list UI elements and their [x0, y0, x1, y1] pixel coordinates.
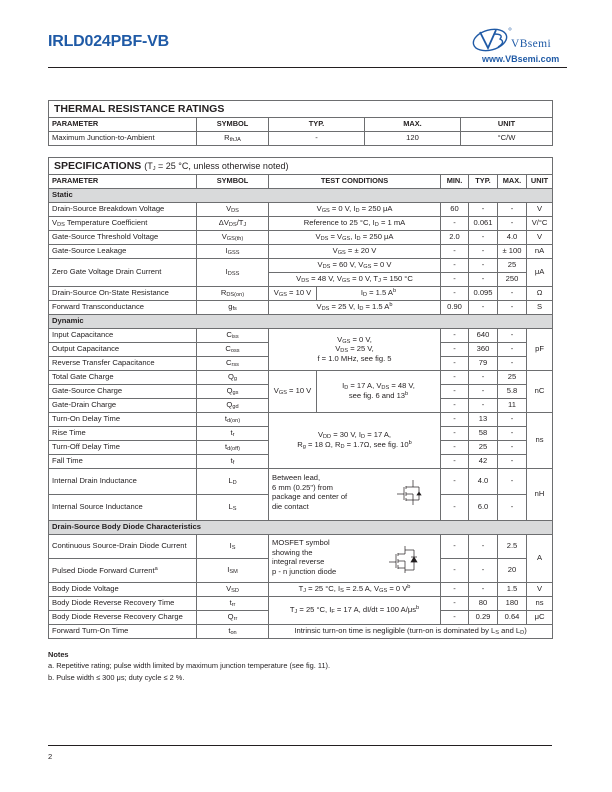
table-row: [49, 625, 553, 639]
min: -: [441, 371, 469, 385]
typ: 13: [469, 413, 498, 427]
unit: V/°C: [527, 217, 553, 231]
unit: Ω: [527, 287, 553, 301]
max: -: [498, 441, 527, 455]
condition: VGS = 10 V: [269, 371, 317, 413]
header-rule: [48, 67, 567, 68]
symbol: ton: [197, 625, 269, 639]
param: Forward Transconductance: [49, 301, 197, 315]
page-number: 2: [48, 752, 53, 761]
typ: 360: [469, 343, 498, 357]
condition: VGS = ± 20 V: [269, 245, 441, 259]
min: -: [441, 217, 469, 231]
condition: VGS = 10 V: [269, 287, 317, 301]
table-row: [49, 535, 553, 559]
col-unit: UNIT: [527, 175, 553, 189]
param: Zero Gate Voltage Drain Current: [49, 259, 197, 287]
min: -: [441, 597, 469, 611]
min: -: [441, 287, 469, 301]
table-row: [49, 203, 553, 217]
typ: 0.29: [469, 611, 498, 625]
typ: -: [469, 231, 498, 245]
unit: nA: [527, 245, 553, 259]
thermal-title: THERMAL RESISTANCE RATINGS: [49, 101, 553, 118]
max: -: [498, 455, 527, 469]
min: -: [441, 455, 469, 469]
symbol: VGS(th): [197, 231, 269, 245]
website-url: www.VBsemi.com: [482, 54, 560, 64]
table-row: [49, 301, 553, 315]
symbol: IGSS: [197, 245, 269, 259]
typ: -: [469, 203, 498, 217]
group-dynamic: Dynamic: [49, 315, 553, 329]
min: -: [441, 273, 469, 287]
col-parameter: PARAMETER: [49, 118, 197, 132]
notes-heading: Notes: [48, 650, 69, 659]
param: Internal Source Inductance: [49, 495, 197, 521]
max: 1.5: [498, 583, 527, 597]
specifications-table: [48, 157, 553, 639]
param: Total Gate Charge: [49, 371, 197, 385]
cell-max: 120: [365, 132, 461, 146]
min: -: [441, 385, 469, 399]
min: -: [441, 469, 469, 495]
min: -: [441, 535, 469, 559]
typ: -: [469, 273, 498, 287]
condition: ID = 1.5 $A^b$: [317, 287, 441, 301]
max: -: [498, 427, 527, 441]
condition: Reference to 25 °C, ID = 1 mA: [269, 217, 441, 231]
min: -: [441, 583, 469, 597]
min: -: [441, 413, 469, 427]
min: -: [441, 245, 469, 259]
typ: -: [469, 559, 498, 583]
condition: VGS = 0 V, ID = 250 μA: [269, 203, 441, 217]
min: -: [441, 495, 469, 521]
max: 25: [498, 371, 527, 385]
param: Drain-Source Breakdown Voltage: [49, 203, 197, 217]
unit: A: [527, 535, 553, 583]
min: -: [441, 399, 469, 413]
condition: ID = 17 A, VDS = 48 V, see fig. 6 and 13$^b$: [317, 371, 441, 413]
note-a: a. Repetitive rating; pulse width limited by maximum junction temperature (see fig. 11).: [48, 661, 331, 671]
typ: 4.0: [469, 469, 498, 495]
unit: ns: [527, 413, 553, 469]
max: 2.5: [498, 535, 527, 559]
col-unit: UNIT: [461, 118, 553, 132]
condition: VDS = 48 V, VGS = 0 V, TJ = 150 °C: [269, 273, 441, 287]
col-min: MIN.: [441, 175, 469, 189]
table-row: [49, 597, 553, 611]
typ: 79: [469, 357, 498, 371]
group-static: Static: [49, 189, 553, 203]
param: Reverse Transfer Capacitance: [49, 357, 197, 371]
max: -: [498, 469, 527, 495]
col-typ: TYP.: [469, 175, 498, 189]
table-row: [49, 371, 553, 385]
param: Output Capacitance: [49, 343, 197, 357]
condition: VDS = VGS, ID = 250 μA: [269, 231, 441, 245]
typ: -: [469, 245, 498, 259]
mosfet-diode-symbol-icon: [387, 544, 421, 574]
min: -: [441, 357, 469, 371]
symbol: td(off): [197, 441, 269, 455]
max: -: [498, 329, 527, 343]
col-symbol: SYMBOL: [197, 118, 269, 132]
max: -: [498, 203, 527, 217]
symbol: td(on): [197, 413, 269, 427]
table-row: [49, 231, 553, 245]
typ: 6.0: [469, 495, 498, 521]
col-parameter: PARAMETER: [49, 175, 197, 189]
unit: V: [527, 203, 553, 217]
condition: TJ = 25 °C, IF = 17 A, dI/dt = 100 $A/\mu s^b$: [269, 597, 441, 625]
param: Continuous Source-Drain Diode Current: [49, 535, 197, 559]
symbol: Qgs: [197, 385, 269, 399]
specifications-title: SPECIFICATIONS (TJ = 25 °C, unless otherwise noted): [49, 158, 553, 175]
typ: 0.095: [469, 287, 498, 301]
param: Pulsed Diode Forward Current$^a$: [49, 559, 197, 583]
max: -: [498, 343, 527, 357]
param: VDS Temperature Coefficient: [49, 217, 197, 231]
typ: -: [469, 535, 498, 559]
cell-unit: °C/W: [461, 132, 553, 146]
col-typ: TYP.: [269, 118, 365, 132]
symbol: trr: [197, 597, 269, 611]
typ: 25: [469, 441, 498, 455]
symbol: IS: [197, 535, 269, 559]
col-test-conditions: TEST CONDITIONS: [269, 175, 441, 189]
table-row: [49, 583, 553, 597]
max: 25: [498, 259, 527, 273]
symbol: ISM: [197, 559, 269, 583]
condition: VDS = 60 V, VGS = 0 V: [269, 259, 441, 273]
typ: 80: [469, 597, 498, 611]
symbol: VDS: [197, 203, 269, 217]
table-row: [49, 245, 553, 259]
symbol: VSD: [197, 583, 269, 597]
symbol: tf: [197, 455, 269, 469]
condition: VDD = 30 V, ID = 17 A, Rg = 18 Ω, RD = 1.7Ω, see fig. 10$^b$: [269, 413, 441, 469]
max: -: [498, 495, 527, 521]
condition: Intrinsic turn-on time is negligible (turn-on is dominated by LS and LD): [269, 625, 553, 639]
symbol: Qrr: [197, 611, 269, 625]
cell-symbol: RthJA: [197, 132, 269, 146]
symbol: IDSS: [197, 259, 269, 287]
param: Gate-Source Leakage: [49, 245, 197, 259]
param: Rise Time: [49, 427, 197, 441]
typ: -: [469, 399, 498, 413]
max: -: [498, 357, 527, 371]
max: -: [498, 301, 527, 315]
unit: ns: [527, 597, 553, 611]
condition: VGS = 0 V, VDS = 25 V, f = 1.0 MHz, see fig. 5: [269, 329, 441, 371]
min: 60: [441, 203, 469, 217]
cell-typ: -: [269, 132, 365, 146]
max: -: [498, 413, 527, 427]
col-symbol: SYMBOL: [197, 175, 269, 189]
typ: 640: [469, 329, 498, 343]
symbol: Crss: [197, 357, 269, 371]
table-row: [49, 413, 553, 427]
max: 250: [498, 273, 527, 287]
symbol: ΔVDS/TJ: [197, 217, 269, 231]
typ: 42: [469, 455, 498, 469]
max: 20: [498, 559, 527, 583]
note-b: b. Pulse width ≤ 300 μs; duty cycle ≤ 2 %.: [48, 672, 185, 682]
typ: 0.061: [469, 217, 498, 231]
symbol: Coss: [197, 343, 269, 357]
condition: Between lead, 6 mm (0.25") from package and center of die contact: [269, 469, 441, 521]
min: 2.0: [441, 231, 469, 245]
param: Gate-Source Charge: [49, 385, 197, 399]
condition: VDS = 25 V, ID = 1.5 $A^b$: [269, 301, 441, 315]
param: Internal Drain Inductance: [49, 469, 197, 495]
min: -: [441, 427, 469, 441]
condition: MOSFET symbol showing the integral reverse p - n junction diode: [269, 535, 441, 583]
unit: nC: [527, 371, 553, 413]
footer-rule: [48, 745, 552, 746]
unit: nH: [527, 469, 553, 521]
typ: -: [469, 385, 498, 399]
symbol: gfs: [197, 301, 269, 315]
typ: -: [469, 583, 498, 597]
symbol: LD: [197, 469, 269, 495]
group-diode: Drain-Source Body Diode Characteristics: [49, 521, 553, 535]
symbol: LS: [197, 495, 269, 521]
table-row: [49, 329, 553, 343]
symbol: Ciss: [197, 329, 269, 343]
max: -: [498, 287, 527, 301]
condition: TJ = 25 °C, IS = 2.5 A, VGS = 0 $V^b$: [269, 583, 441, 597]
table-row: [49, 287, 553, 301]
typ: -: [469, 259, 498, 273]
unit: μA: [527, 259, 553, 287]
param: Drain-Source On-State Resistance: [49, 287, 197, 301]
max: 11: [498, 399, 527, 413]
unit: V: [527, 583, 553, 597]
cell-parameter: Maximum Junction-to-Ambient: [49, 132, 197, 146]
brand-name: VBsemi: [511, 38, 552, 50]
min: -: [441, 329, 469, 343]
param: Forward Turn-On Time: [49, 625, 197, 639]
col-max: MAX.: [498, 175, 527, 189]
param: Fall Time: [49, 455, 197, 469]
max: ± 100: [498, 245, 527, 259]
param: Turn-On Delay Time: [49, 413, 197, 427]
param: Input Capacitance: [49, 329, 197, 343]
table-row: [49, 132, 553, 146]
param: Gate-Source Threshold Voltage: [49, 231, 197, 245]
symbol: Qg: [197, 371, 269, 385]
unit: μC: [527, 611, 553, 625]
max: -: [498, 217, 527, 231]
param: Body Diode Reverse Recovery Charge: [49, 611, 197, 625]
unit: V: [527, 231, 553, 245]
typ: -: [469, 371, 498, 385]
symbol: tr: [197, 427, 269, 441]
min: -: [441, 559, 469, 583]
typ: 58: [469, 427, 498, 441]
min: -: [441, 611, 469, 625]
max: 180: [498, 597, 527, 611]
max: 0.64: [498, 611, 527, 625]
max: 4.0: [498, 231, 527, 245]
symbol: RDS(on): [197, 287, 269, 301]
param: Gate-Drain Charge: [49, 399, 197, 413]
min: -: [441, 441, 469, 455]
unit: S: [527, 301, 553, 315]
unit: pF: [527, 329, 553, 371]
table-row: [49, 217, 553, 231]
param: Body Diode Reverse Recovery Time: [49, 597, 197, 611]
min: 0.90: [441, 301, 469, 315]
thermal-resistance-table: [48, 100, 553, 146]
param: Body Diode Voltage: [49, 583, 197, 597]
min: -: [441, 259, 469, 273]
col-max: MAX.: [365, 118, 461, 132]
part-number-title: IRLD024PBF-VB: [48, 33, 169, 50]
mosfet-symbol-icon: [395, 478, 425, 506]
param: Turn-Off Delay Time: [49, 441, 197, 455]
max: 5.8: [498, 385, 527, 399]
notes-section: [48, 649, 330, 683]
table-row: [49, 469, 553, 495]
min: -: [441, 343, 469, 357]
typ: -: [469, 301, 498, 315]
symbol: Qgd: [197, 399, 269, 413]
table-row: [49, 259, 553, 273]
